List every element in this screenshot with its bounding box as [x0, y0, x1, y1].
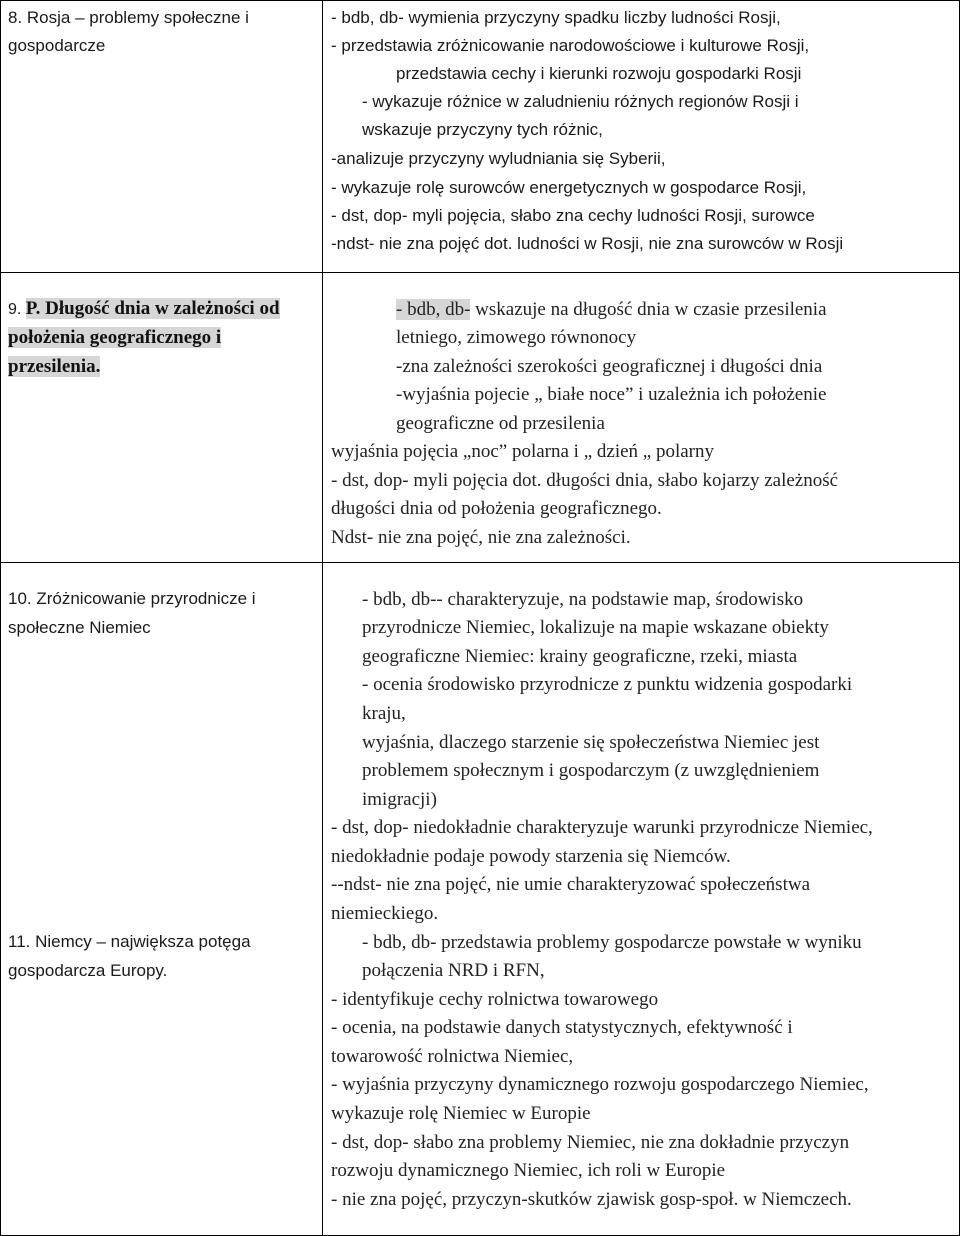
requirement-line: - identyfikuje cechy rolnictwa towarowego [331, 989, 659, 1010]
requirement-line: - wyjaśnia przyczyny dynamicznego rozwoju gospodarczego Niemiec, [331, 1074, 869, 1095]
requirement-line: - dst, dop- myli pojęcia dot. długości dnia, słabo kojarzy zależność [331, 470, 839, 491]
requirement-line: - bdb, db-- charakteryzuje, na podstawie map, środowisko [362, 589, 804, 610]
requirement-line: wskazuje przyczyny tych różnic, [362, 120, 603, 139]
requirement-line: -wyjaśnia pojecie „ białe noce” i uzależnia ich położenie [396, 384, 827, 405]
requirement-line: -analizuje przyczyny wyludniania się Syberii, [331, 149, 666, 168]
requirement-line: problemem społecznym i gospodarczym (z uwzględnieniem [362, 760, 820, 781]
topic-line: gospodarcza Europy. [8, 961, 168, 980]
requirement-line: - ocenia, na podstawie danych statystycznych, efektywność i [331, 1017, 793, 1038]
topic-number: 9. [8, 301, 26, 318]
row-divider [0, 272, 960, 273]
requirement-line: wykazuje rolę Niemiec w Europie [331, 1103, 591, 1124]
topic-line [8, 324, 221, 352]
requirement-line: - bdb, db- przedstawia problemy gospodarcze powstałe w wyniku [362, 932, 862, 953]
requirement-line: - przedstawia zróżnicowanie narodowościowe i kulturowe Rosji, [331, 36, 810, 55]
requirement-line: - bdb, db- wymienia przyczyny spadku liczby ludności Rosji, [331, 8, 781, 27]
topic-title-text: Długość dnia w zależności od [40, 298, 280, 319]
requirement-line: geograficzne Niemiec: krainy geograficzne, rzeki, miasta [362, 646, 798, 667]
requirement-line: połączenia NRD i RFN, [362, 960, 545, 981]
topic-line-text: przesilenia. [8, 356, 101, 377]
requirement-line: - wykazuje rolę surowców energetycznych w gospodarce Rosji, [331, 178, 807, 197]
requirement-line: -ndst- nie zna pojęć dot. ludności w Rosji, nie zna surowców w Rosji [331, 234, 844, 253]
topic-line: gospodarcze [8, 36, 106, 55]
requirement-line: - dst, dop- słabo zna problemy Niemiec, nie zna dokładnie przyczyn [331, 1132, 850, 1153]
requirement-line: przyrodnicze Niemiec, lokalizuje na mapie wskazane obiekty [362, 617, 829, 638]
requirement-line: kraju, [362, 703, 406, 724]
requirement-line: letniego, zimowego równonocy [396, 327, 637, 348]
grade-prefix: - bdb, db- [396, 299, 471, 320]
topic-line: 8. Rosja – problemy społeczne i [8, 8, 249, 27]
column-divider [322, 0, 323, 1235]
row-divider [0, 562, 960, 563]
requirement-line: wyjaśnia pojęcia „noc” polarna i „ dzień „ polarny [331, 441, 714, 462]
requirement-line: - dst, dop- niedokładnie charakteryzuje warunki przyrodnicze Niemiec, [331, 817, 873, 838]
requirement-line: długości dnia od położenia geograficznego. [331, 498, 662, 519]
requirement-line: towarowość rolnictwa Niemiec, [331, 1046, 574, 1067]
topic-line: 10. Zróżnicowanie przyrodnicze i [8, 589, 256, 608]
requirement-line: przedstawia cechy i kierunki rozwoju gospodarki Rosji [396, 64, 802, 83]
topic-p-marker: P. [25, 298, 41, 319]
requirement-text: wskazuje na długość dnia w czasie przesilenia [470, 299, 827, 320]
requirement-line: Ndst- nie zna pojęć, nie zna zależności. [331, 527, 631, 548]
requirement-line: wyjaśnia, dlaczego starzenie się społeczeństwa Niemiec jest [362, 732, 820, 753]
requirement-line: --ndst- nie zna pojęć, nie umie charakteryzować społeczeństwa [331, 874, 810, 895]
requirement-line: niedokładnie podaje powody starzenia się Niemców. [331, 846, 731, 867]
requirement-line: rozwoju dynamicznego Niemiec, ich roli w Europie [331, 1160, 726, 1181]
topic-line [8, 353, 100, 381]
requirement-line: geograficzne od przesilenia [396, 413, 605, 434]
requirement-line: - ocenia środowisko przyrodnicze z punktu widzenia gospodarki [362, 674, 853, 695]
topic-line-text: położenia geograficznego i [8, 327, 222, 348]
requirement-line: - wykazuje różnice w zaludnieniu różnych regionów Rosji i [362, 92, 799, 111]
requirement-line: niemieckiego. [331, 903, 439, 924]
requirement-line: - nie zna pojęć, przyczyn-skutków zjawisk gosp-społ. w Niemczech. [331, 1189, 852, 1210]
requirement-line: -zna zależności szerokości geograficznej i długości dnia [396, 356, 823, 377]
requirement-line: imigracji) [362, 789, 437, 810]
requirement-line [396, 295, 827, 324]
requirement-line: - dst, dop- myli pojęcia, słabo zna cechy ludności Rosji, surowce [331, 206, 815, 225]
topic-line: 11. Niemcy – największa potęga [8, 932, 251, 951]
topic-title [8, 295, 280, 324]
topic-line: społeczne Niemiec [8, 618, 151, 637]
